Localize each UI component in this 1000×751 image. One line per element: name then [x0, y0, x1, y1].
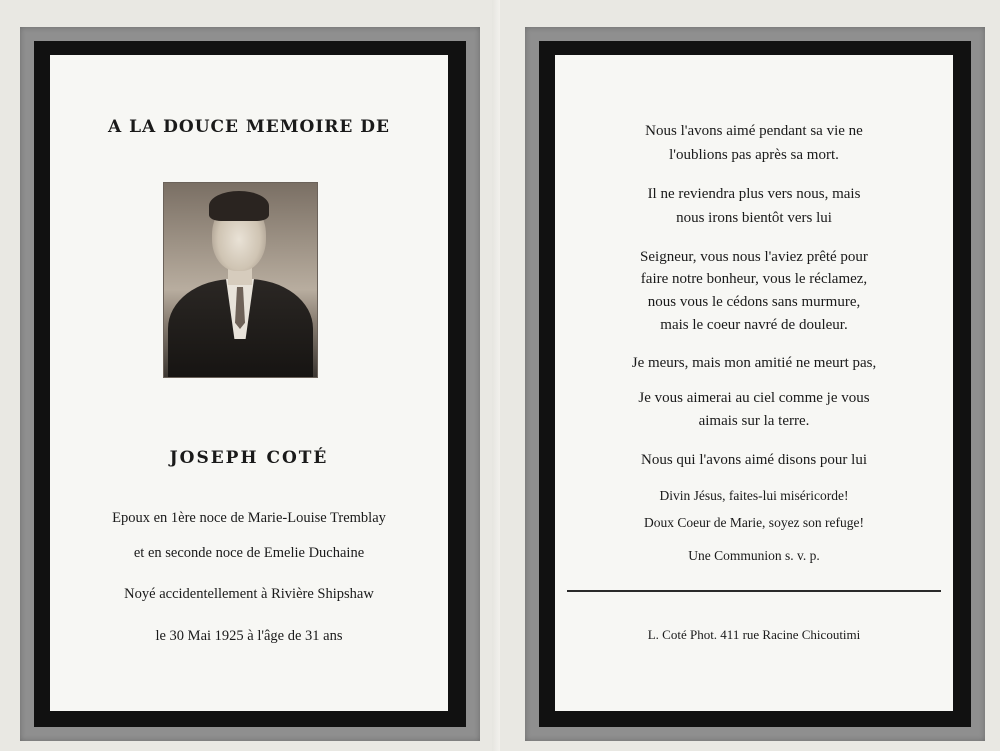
verse-line: l'oublions pas après sa mort.: [669, 147, 839, 163]
prayer-line: Divin Jésus, faites-lui miséricorde!: [659, 488, 849, 503]
verse-line: mais le coeur navré de douleur.: [660, 317, 848, 333]
prayer-line: Doux Coeur de Marie, soyez son refuge!: [643, 515, 865, 530]
deceased-name: JOSEPH COTÉ: [169, 448, 329, 468]
photo-hair: [209, 191, 269, 221]
verse-line: Nous l'avons aimé pendant sa vie ne: [645, 123, 863, 139]
right-page: [500, 0, 1000, 751]
communion-line: Une Communion s. v. p.: [688, 548, 820, 563]
left-gray-border: [20, 27, 480, 741]
verse-line: nous vous le cédons sans murmure,: [647, 294, 861, 310]
portrait-photo: [163, 182, 318, 378]
verse-line: Seigneur, vous nous l'aviez prêté pour: [640, 249, 868, 265]
drowning-line: Noyé accidentellement à Rivière Shipshaw: [124, 586, 374, 602]
death-date-line: le 30 Mai 1925 à l'âge de 31 ans: [155, 628, 343, 644]
right-black-border: [539, 41, 971, 727]
verse-line: Je meurs, mais mon amitié ne meurt pas,: [631, 355, 877, 371]
left-card: [50, 55, 448, 711]
verse-line: faire notre bonheur, vous le réclamez,: [640, 271, 868, 287]
second-marriage-line: et en seconde noce de Emelie Duchaine: [133, 545, 365, 561]
verse-line: nous irons bientôt vers lui: [676, 210, 832, 226]
verse-line: Il ne reviendra plus vers nous, mais: [647, 186, 861, 202]
right-gray-border: [525, 27, 985, 741]
verse-line: Je vous aimerai au ciel comme je vous: [638, 390, 870, 406]
divider-rule: [567, 590, 941, 592]
verse-line: Nous qui l'avons aimé disons pour lui: [640, 452, 868, 468]
photographer-credit: L. Coté Phot. 411 rue Racine Chicoutimi: [647, 627, 861, 642]
left-black-border: [34, 41, 466, 727]
verse-line: aimais sur la terre.: [698, 413, 810, 429]
first-marriage-line: Epoux en 1ère noce de Marie-Louise Tremblay: [112, 510, 386, 526]
right-card: [555, 55, 953, 711]
memorial-heading: A LA DOUCE MEMOIRE DE: [107, 117, 390, 137]
